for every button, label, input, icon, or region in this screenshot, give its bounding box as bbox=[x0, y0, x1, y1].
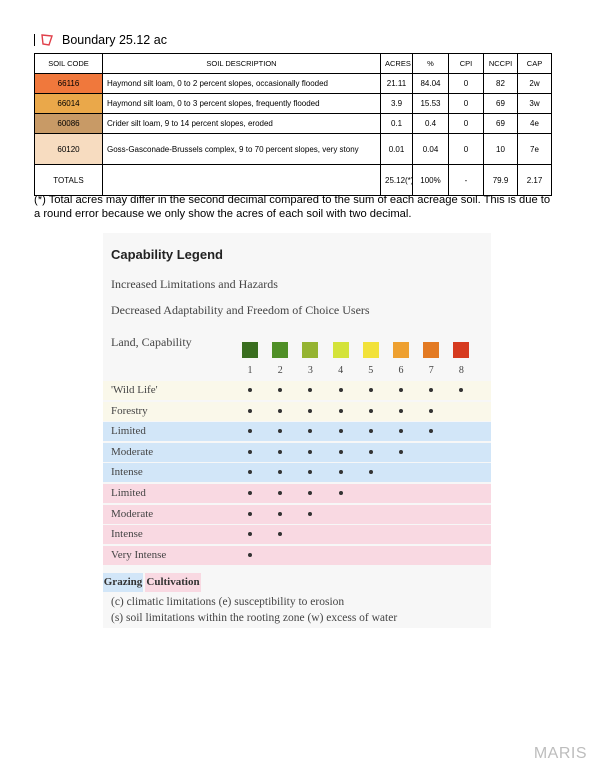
legend-row bbox=[103, 546, 491, 565]
cpi-cell: 0 bbox=[449, 74, 484, 94]
legend-row-label: Very Intense bbox=[111, 548, 167, 561]
legend-title: Capability Legend bbox=[111, 247, 223, 262]
nccpi-cell: 82 bbox=[484, 74, 518, 94]
soil-description-cell: Goss-Gasconade-Brussels complex, 9 to 70 percent slopes, very stony bbox=[103, 134, 381, 165]
capability-class-8-number: 8 bbox=[458, 365, 464, 376]
capability-class-5-swatch bbox=[363, 342, 379, 358]
capability-dot bbox=[308, 388, 312, 392]
capability-dot bbox=[339, 470, 343, 474]
table-row bbox=[35, 94, 552, 114]
capability-dot bbox=[248, 470, 252, 474]
capability-class-4-number: 4 bbox=[338, 365, 344, 376]
legend-adaptability-line: Decreased Adaptability and Freedom of Choice Users bbox=[111, 303, 370, 317]
capability-dot bbox=[339, 409, 343, 413]
table-row bbox=[35, 74, 552, 94]
capability-class-1-number: 1 bbox=[247, 365, 253, 376]
cap-cell: 7e bbox=[518, 134, 552, 165]
header-soil-code: SOIL CODE bbox=[35, 54, 103, 74]
capability-dot bbox=[369, 470, 373, 474]
capability-dot bbox=[429, 388, 433, 392]
legend-row bbox=[103, 422, 491, 441]
boundary-title: Boundary 25.12 ac bbox=[62, 33, 167, 47]
totals-row bbox=[35, 165, 552, 196]
capability-class-2-number: 2 bbox=[277, 365, 283, 376]
capability-dot bbox=[278, 388, 282, 392]
boundary-header bbox=[34, 31, 167, 49]
capability-dot bbox=[248, 388, 252, 392]
cap-cell: 4e bbox=[518, 114, 552, 134]
nccpi-cell: 10 bbox=[484, 134, 518, 165]
cap-cell: 3w bbox=[518, 94, 552, 114]
capability-dot bbox=[248, 409, 252, 413]
soil-table bbox=[34, 53, 552, 196]
legend-row-label: Limited bbox=[111, 425, 146, 438]
percent-cell: 15.53 bbox=[413, 94, 449, 114]
totals-percent: 100% bbox=[413, 165, 449, 196]
capability-dot bbox=[459, 388, 463, 392]
capability-class-8-swatch bbox=[453, 342, 469, 358]
percent-cell: 84.04 bbox=[413, 74, 449, 94]
cultivation-category: Cultivation bbox=[145, 573, 201, 592]
legend-row-label: 'Wild Life' bbox=[111, 384, 158, 396]
header-soil-description: SOIL DESCRIPTION bbox=[103, 54, 381, 74]
nccpi-cell: 69 bbox=[484, 114, 518, 134]
capability-dot bbox=[278, 409, 282, 413]
percent-cell: 0.4 bbox=[413, 114, 449, 134]
land-capability-label: Land, Capability bbox=[111, 335, 192, 349]
capability-dot bbox=[399, 450, 403, 454]
soil-code-cell: 60120 bbox=[35, 134, 103, 165]
capability-dot bbox=[248, 512, 252, 516]
soil-description-cell: Haymond silt loam, 0 to 2 percent slopes, occasionally flooded bbox=[103, 74, 381, 94]
totals-description bbox=[103, 165, 381, 196]
legend-row bbox=[103, 484, 491, 503]
capability-class-3-swatch bbox=[302, 342, 318, 358]
cap-cell: 2w bbox=[518, 74, 552, 94]
legend-row bbox=[103, 463, 491, 482]
capability-dot bbox=[429, 409, 433, 413]
capability-dot bbox=[308, 470, 312, 474]
legend-footnote-1: (c) climatic limitations (e) susceptibility to erosion bbox=[111, 596, 345, 608]
percent-cell: 0.04 bbox=[413, 134, 449, 165]
totals-cap: 2.17 bbox=[518, 165, 552, 196]
capability-dot bbox=[339, 388, 343, 392]
soil-code-cell: 66014 bbox=[35, 94, 103, 114]
capability-class-1-swatch bbox=[242, 342, 258, 358]
capability-class-6-number: 6 bbox=[398, 365, 404, 376]
table-row bbox=[35, 134, 552, 165]
capability-dot bbox=[339, 429, 343, 433]
capability-dot bbox=[278, 532, 282, 536]
capability-dot bbox=[369, 388, 373, 392]
capability-class-3-number: 3 bbox=[307, 365, 313, 376]
capability-class-5-number: 5 bbox=[368, 365, 374, 376]
legend-row bbox=[103, 505, 491, 524]
capability-dot bbox=[248, 429, 252, 433]
legend-row bbox=[103, 525, 491, 544]
capability-dot bbox=[339, 491, 343, 495]
legend-row bbox=[103, 443, 491, 462]
soil-description-cell: Crider silt loam, 9 to 14 percent slopes, eroded bbox=[103, 114, 381, 134]
capability-dot bbox=[369, 429, 373, 433]
totals-nccpi: 79.9 bbox=[484, 165, 518, 196]
capability-dot bbox=[308, 512, 312, 516]
header-percent: % bbox=[413, 54, 449, 74]
header-nccpi: NCCPI bbox=[484, 54, 518, 74]
legend-row-label: Intense bbox=[111, 528, 143, 541]
maris-watermark: MARIS bbox=[533, 745, 587, 762]
capability-dot bbox=[248, 532, 252, 536]
capability-dot bbox=[308, 409, 312, 413]
capability-class-6-swatch bbox=[393, 342, 409, 358]
capability-dot bbox=[369, 409, 373, 413]
table-row bbox=[35, 114, 552, 134]
header-cpi: CPI bbox=[449, 54, 484, 74]
capability-dot bbox=[399, 429, 403, 433]
soil-code-cell: 66116 bbox=[35, 74, 103, 94]
capability-dot bbox=[278, 470, 282, 474]
capability-dot bbox=[248, 553, 252, 557]
legend-row-label: Forestry bbox=[111, 404, 148, 417]
capability-class-4-swatch bbox=[333, 342, 349, 358]
capability-class-2-swatch bbox=[272, 342, 288, 358]
capability-dot bbox=[339, 450, 343, 454]
legend-row-label: Intense bbox=[111, 466, 143, 479]
capability-dot bbox=[308, 491, 312, 495]
legend-row bbox=[103, 402, 491, 421]
cpi-cell: 0 bbox=[449, 134, 484, 165]
capability-dot bbox=[278, 450, 282, 454]
acres-cell: 3.9 bbox=[381, 94, 413, 114]
capability-dot bbox=[308, 450, 312, 454]
legend-row-label: Limited bbox=[111, 487, 146, 499]
capability-dot bbox=[278, 429, 282, 433]
capability-legend bbox=[103, 233, 491, 628]
table-header-row bbox=[35, 54, 552, 74]
totals-acres: 25.12(*) bbox=[381, 165, 413, 196]
nccpi-cell: 69 bbox=[484, 94, 518, 114]
header-divider bbox=[34, 34, 35, 46]
legend-row bbox=[103, 381, 491, 400]
capability-dot bbox=[308, 429, 312, 433]
boundary-polygon-icon bbox=[40, 33, 54, 47]
totals-label: TOTALS bbox=[35, 165, 103, 196]
capability-dot bbox=[278, 491, 282, 495]
rounding-note: (*) Total acres may differ in the second decimal compared to the sum of each acreage soil. This is due to a round error because we only show the acres of each soil with two decimal. bbox=[34, 194, 551, 220]
capability-dot bbox=[278, 512, 282, 516]
legend-limitations-line: Increased Limitations and Hazards bbox=[111, 277, 278, 291]
capability-class-7-swatch bbox=[423, 342, 439, 358]
legend-row-label: Moderate bbox=[111, 445, 154, 458]
legend-footnote-2: (s) soil limitations within the rooting zone (w) excess of water bbox=[111, 612, 398, 624]
soil-code-cell: 60086 bbox=[35, 114, 103, 134]
header-cap: CAP bbox=[518, 54, 552, 74]
acres-cell: 21.11 bbox=[381, 74, 413, 94]
acres-cell: 0.01 bbox=[381, 134, 413, 165]
capability-dot bbox=[248, 491, 252, 495]
capability-dot bbox=[399, 388, 403, 392]
capability-dot bbox=[248, 450, 252, 454]
grazing-category: Grazing bbox=[103, 573, 143, 592]
soil-description-cell: Haymond silt loam, 0 to 3 percent slopes, frequently flooded bbox=[103, 94, 381, 114]
capability-dot bbox=[399, 409, 403, 413]
acres-cell: 0.1 bbox=[381, 114, 413, 134]
capability-dot bbox=[369, 450, 373, 454]
capability-class-7-number: 7 bbox=[428, 365, 434, 376]
totals-cpi: - bbox=[449, 165, 484, 196]
cpi-cell: 0 bbox=[449, 114, 484, 134]
header-acres: ACRES bbox=[381, 54, 413, 74]
legend-row-label: Moderate bbox=[111, 507, 154, 520]
capability-dot bbox=[429, 429, 433, 433]
cpi-cell: 0 bbox=[449, 94, 484, 114]
